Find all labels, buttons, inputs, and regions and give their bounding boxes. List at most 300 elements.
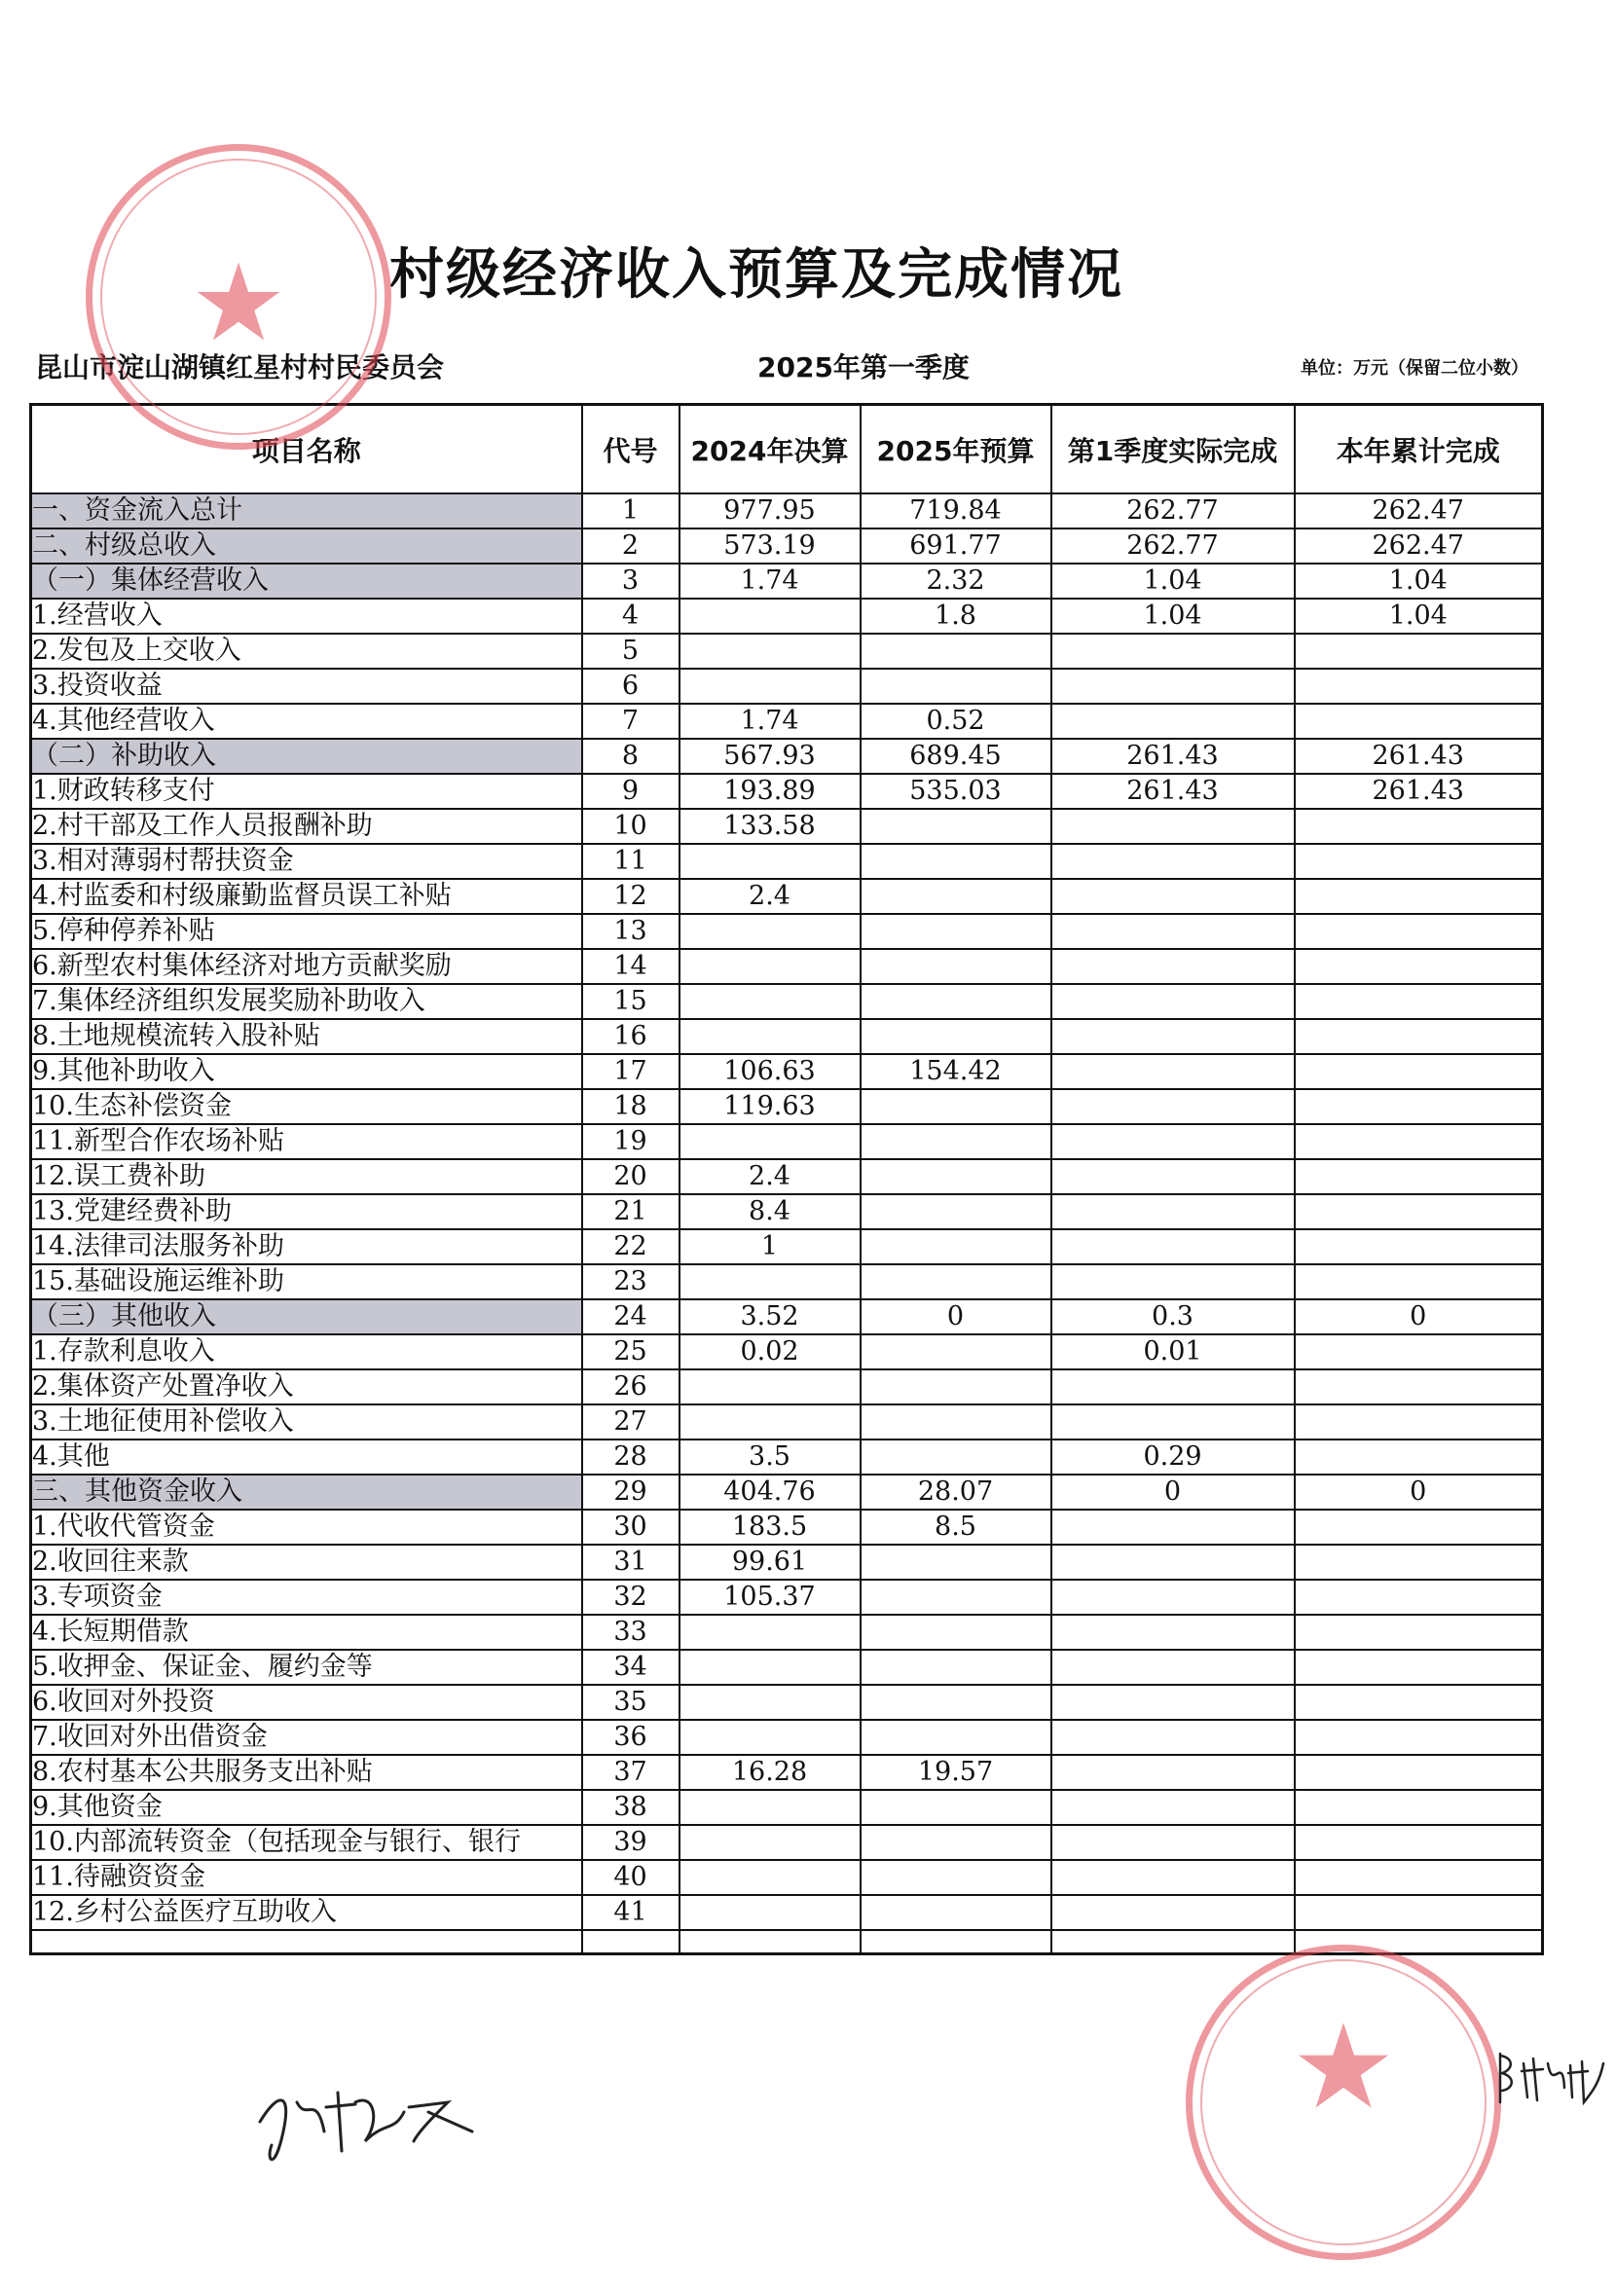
row-q1-actual-cell — [1051, 1054, 1295, 1089]
row-2024-final-cell — [679, 949, 861, 984]
row-2024-final-cell — [679, 1369, 861, 1404]
row-2024-final-cell: 3.52 — [679, 1299, 861, 1334]
star-icon: ★ — [1291, 2000, 1396, 2135]
row-code-cell: 14 — [582, 949, 679, 984]
row-name-cell: 7.收回对外出借资金 — [31, 1720, 582, 1755]
row-q1-actual-cell — [1051, 1615, 1295, 1650]
row-2024-final-cell: 1.74 — [679, 704, 861, 739]
row-q1-actual-cell — [1051, 879, 1295, 914]
row-name-cell: 2.村干部及工作人员报酬补助 — [31, 809, 582, 844]
row-name-cell: 6.新型农村集体经济对地方贡献奖励 — [31, 949, 582, 984]
row-q1-actual-cell: 0.01 — [1051, 1334, 1295, 1369]
row-name-cell: 12.误工费补助 — [31, 1159, 582, 1194]
row-name-cell: 11.待融资资金 — [31, 1860, 582, 1895]
row-cumulative-cell — [1295, 1685, 1543, 1720]
row-name-cell: 9.其他补助收入 — [31, 1054, 582, 1089]
row-q1-actual-cell — [1051, 669, 1295, 704]
row-code-cell: 19 — [582, 1124, 679, 1159]
row-name-cell: 5.收押金、保证金、履约金等 — [31, 1650, 582, 1685]
star-icon: ★ — [190, 240, 287, 365]
row-cumulative-cell — [1295, 1545, 1543, 1580]
row-cumulative-cell — [1295, 1580, 1543, 1615]
row-2024-final-cell: 119.63 — [679, 1089, 861, 1124]
table-row — [31, 1790, 1543, 1825]
row-2025-budget-cell — [861, 1650, 1051, 1685]
row-name-cell: 二、村级总收入 — [31, 528, 582, 564]
row-name-cell: 10.生态补偿资金 — [31, 1089, 582, 1124]
row-q1-actual-cell — [1051, 1159, 1295, 1194]
row-q1-actual-cell: 262.77 — [1051, 493, 1295, 528]
row-name-cell: 2.集体资产处置净收入 — [31, 1369, 582, 1404]
row-2025-budget-cell — [861, 1440, 1051, 1475]
row-name-cell: 7.集体经济组织发展奖励补助收入 — [31, 984, 582, 1019]
row-name-cell: 3.相对薄弱村帮扶资金 — [31, 844, 582, 879]
row-code-cell: 7 — [582, 704, 679, 739]
row-2024-final-cell — [679, 1790, 861, 1825]
page-title: 村级经济收入预算及完成情况 — [389, 243, 1123, 307]
row-2024-final-cell: 183.5 — [679, 1510, 861, 1545]
row-code-cell: 17 — [582, 1054, 679, 1089]
row-2025-budget-cell — [861, 1790, 1051, 1825]
row-cumulative-cell: 0 — [1295, 1475, 1543, 1510]
row-code-cell: 6 — [582, 669, 679, 704]
row-2024-final-cell: 193.89 — [679, 774, 861, 809]
row-code-cell: 21 — [582, 1194, 679, 1229]
table-row — [31, 634, 1543, 669]
row-code-cell: 33 — [582, 1615, 679, 1650]
row-2024-final-cell: 977.95 — [679, 493, 861, 528]
row-code-cell: 25 — [582, 1334, 679, 1369]
row-cumulative-cell: 262.47 — [1295, 528, 1543, 564]
row-2024-final-cell — [679, 1615, 861, 1650]
table-row — [31, 1860, 1543, 1895]
row-cumulative-cell — [1295, 1124, 1543, 1159]
row-code-cell: 12 — [582, 879, 679, 914]
row-2024-final-cell — [679, 1685, 861, 1720]
row-q1-actual-cell — [1051, 844, 1295, 879]
row-q1-actual-cell — [1051, 984, 1295, 1019]
row-2025-budget-cell: 689.45 — [861, 739, 1051, 774]
row-q1-actual-cell — [1051, 1194, 1295, 1229]
row-code-cell: 39 — [582, 1825, 679, 1860]
row-2024-final-cell: 573.19 — [679, 528, 861, 564]
table-row — [31, 1299, 1543, 1334]
row-code-cell: 11 — [582, 844, 679, 879]
row-2025-budget-cell: 0 — [861, 1299, 1051, 1334]
row-name-cell: 一、资金流入总计 — [31, 493, 582, 528]
row-name-cell: 13.党建经费补助 — [31, 1194, 582, 1229]
row-q1-actual-cell — [1051, 1685, 1295, 1720]
row-code-cell: 41 — [582, 1895, 679, 1930]
row-name-cell: 14.法律司法服务补助 — [31, 1229, 582, 1264]
row-cumulative-cell — [1295, 1790, 1543, 1825]
row-cumulative-cell — [1295, 1194, 1543, 1229]
row-name-cell: 3.专项资金 — [31, 1580, 582, 1615]
row-q1-actual-cell — [1051, 1790, 1295, 1825]
row-code-cell: 16 — [582, 1019, 679, 1054]
row-code-cell: 10 — [582, 809, 679, 844]
row-cumulative-cell — [1295, 984, 1543, 1019]
row-name-cell: 4.其他经营收入 — [31, 704, 582, 739]
row-name-cell: 4.长短期借款 — [31, 1615, 582, 1650]
row-name-cell: 8.农村基本公共服务支出补贴 — [31, 1755, 582, 1790]
header-2025-budget: 2025年预算 — [861, 405, 1051, 494]
row-2024-final-cell — [679, 1650, 861, 1685]
row-name-cell: 1.存款利息收入 — [31, 1334, 582, 1369]
row-cumulative-cell — [1295, 704, 1543, 739]
table-row — [31, 1580, 1543, 1615]
row-2025-budget-cell: 2.32 — [861, 564, 1051, 599]
table-row — [31, 1475, 1543, 1510]
row-q1-actual-cell — [1051, 1019, 1295, 1054]
row-name-cell: 10.内部流转资金（包括现金与银行、银行 — [31, 1825, 582, 1860]
row-code-cell: 32 — [582, 1580, 679, 1615]
unit-note: 单位：万元（保留二位小数） — [1301, 358, 1528, 379]
row-2025-budget-cell: 28.07 — [861, 1475, 1051, 1510]
row-cumulative-cell — [1295, 1159, 1543, 1194]
row-2025-budget-cell: 8.5 — [861, 1510, 1051, 1545]
row-name-cell: 三、其他资金收入 — [31, 1475, 582, 1510]
header-name: 项目名称 — [31, 405, 582, 494]
table-row — [31, 1825, 1543, 1860]
row-code-cell: 15 — [582, 984, 679, 1019]
row-q1-actual-cell — [1051, 1650, 1295, 1685]
row-q1-actual-cell — [1051, 1369, 1295, 1404]
row-2025-budget-cell — [861, 1685, 1051, 1720]
row-2025-budget-cell — [861, 1334, 1051, 1369]
row-2025-budget-cell — [861, 1615, 1051, 1650]
row-name-cell: （一）集体经营收入 — [31, 564, 582, 599]
row-name-cell: 2.收回往来款 — [31, 1545, 582, 1580]
table-row — [31, 1229, 1543, 1264]
row-2024-final-cell — [679, 1019, 861, 1054]
row-cumulative-cell — [1295, 1860, 1543, 1895]
row-q1-actual-cell — [1051, 1264, 1295, 1299]
row-cumulative-cell — [1295, 879, 1543, 914]
table-row — [31, 528, 1543, 564]
row-cumulative-cell — [1295, 1615, 1543, 1650]
row-code-cell: 4 — [582, 599, 679, 634]
row-2025-budget-cell — [861, 1124, 1051, 1159]
table-row — [31, 599, 1543, 634]
row-2024-final-cell: 2.4 — [679, 879, 861, 914]
row-q1-actual-cell: 1.04 — [1051, 599, 1295, 634]
row-code-cell: 20 — [582, 1159, 679, 1194]
row-cumulative-cell — [1295, 1334, 1543, 1369]
row-code-cell: 30 — [582, 1510, 679, 1545]
row-cumulative-cell: 261.43 — [1295, 739, 1543, 774]
row-code-cell: 31 — [582, 1545, 679, 1580]
table-row — [31, 1194, 1543, 1229]
row-cumulative-cell — [1295, 1019, 1543, 1054]
row-2024-final-cell: 8.4 — [679, 1194, 861, 1229]
table-row — [31, 1264, 1543, 1299]
row-2025-budget-cell — [861, 1229, 1051, 1264]
table-row — [31, 949, 1543, 984]
row-code-cell: 27 — [582, 1404, 679, 1440]
row-name-cell: 5.停种停养补贴 — [31, 914, 582, 949]
table-row — [31, 564, 1543, 599]
row-code-cell: 28 — [582, 1440, 679, 1475]
row-q1-actual-cell — [1051, 914, 1295, 949]
row-code-cell: 26 — [582, 1369, 679, 1404]
row-2025-budget-cell — [861, 1825, 1051, 1860]
row-name-cell: 6.收回对外投资 — [31, 1685, 582, 1720]
table-row — [31, 1369, 1543, 1404]
row-q1-actual-cell: 1.04 — [1051, 564, 1295, 599]
row-q1-actual-cell — [1051, 704, 1295, 739]
row-2025-budget-cell — [861, 914, 1051, 949]
signature-right — [1494, 2044, 1606, 2112]
table-row — [31, 774, 1543, 809]
row-2024-final-cell — [679, 914, 861, 949]
row-q1-actual-cell — [1051, 1545, 1295, 1580]
row-cumulative-cell — [1295, 1650, 1543, 1685]
row-2025-budget-cell — [861, 1580, 1051, 1615]
row-2025-budget-cell: 154.42 — [861, 1054, 1051, 1089]
row-cumulative-cell: 1.04 — [1295, 564, 1543, 599]
row-2025-budget-cell: 0.52 — [861, 704, 1051, 739]
row-name-cell: （三）其他收入 — [31, 1299, 582, 1334]
row-name-cell: 11.新型合作农场补贴 — [31, 1124, 582, 1159]
row-2025-budget-cell — [861, 1089, 1051, 1124]
row-2024-final-cell: 1 — [679, 1229, 861, 1264]
row-code-cell: 22 — [582, 1229, 679, 1264]
row-2024-final-cell — [679, 669, 861, 704]
row-code-cell: 5 — [582, 634, 679, 669]
row-cumulative-cell — [1295, 809, 1543, 844]
row-name-cell: 1.财政转移支付 — [31, 774, 582, 809]
row-2024-final-cell — [679, 599, 861, 634]
table-row — [31, 1089, 1543, 1124]
row-code-cell: 1 — [582, 493, 679, 528]
row-2024-final-cell — [679, 1404, 861, 1440]
table-row — [31, 1720, 1543, 1755]
row-cumulative-cell — [1295, 1440, 1543, 1475]
table-row — [31, 1650, 1543, 1685]
row-2025-budget-cell — [861, 844, 1051, 879]
table-row — [31, 669, 1543, 704]
header-2024-final: 2024年决算 — [679, 405, 861, 494]
row-2025-budget-cell — [861, 634, 1051, 669]
row-code-cell: 3 — [582, 564, 679, 599]
header-q1-actual: 第1季度实际完成 — [1051, 405, 1295, 494]
row-cumulative-cell: 1.04 — [1295, 599, 1543, 634]
row-name-cell: 15.基础设施运维补助 — [31, 1264, 582, 1299]
row-q1-actual-cell — [1051, 1404, 1295, 1440]
blank-cell — [31, 1930, 582, 1954]
row-name-cell: 3.土地征使用补偿收入 — [31, 1404, 582, 1440]
row-code-cell: 40 — [582, 1860, 679, 1895]
table-row — [31, 1019, 1543, 1054]
table-row — [31, 1440, 1543, 1475]
row-2025-budget-cell — [861, 1019, 1051, 1054]
row-2024-final-cell: 2.4 — [679, 1159, 861, 1194]
table-row — [31, 1615, 1543, 1650]
row-2024-final-cell: 404.76 — [679, 1475, 861, 1510]
table-row — [31, 809, 1543, 844]
blank-cell — [582, 1930, 679, 1954]
row-cumulative-cell — [1295, 914, 1543, 949]
row-code-cell: 38 — [582, 1790, 679, 1825]
table-row — [31, 914, 1543, 949]
row-2025-budget-cell: 719.84 — [861, 493, 1051, 528]
row-2025-budget-cell — [861, 669, 1051, 704]
row-q1-actual-cell — [1051, 1510, 1295, 1545]
row-2024-final-cell — [679, 1124, 861, 1159]
row-name-cell: 3.投资收益 — [31, 669, 582, 704]
table-row — [31, 1685, 1543, 1720]
row-q1-actual-cell: 0.29 — [1051, 1440, 1295, 1475]
header-cumulative: 本年累计完成 — [1295, 405, 1543, 494]
row-code-cell: 35 — [582, 1685, 679, 1720]
table-row — [31, 879, 1543, 914]
row-cumulative-cell: 0 — [1295, 1299, 1543, 1334]
row-2025-budget-cell — [861, 1264, 1051, 1299]
row-2025-budget-cell — [861, 1895, 1051, 1930]
table-row — [31, 1124, 1543, 1159]
row-q1-actual-cell: 261.43 — [1051, 739, 1295, 774]
table-row — [31, 1054, 1543, 1089]
table-row — [31, 1159, 1543, 1194]
row-2025-budget-cell — [861, 1159, 1051, 1194]
row-cumulative-cell — [1295, 1510, 1543, 1545]
row-cumulative-cell — [1295, 669, 1543, 704]
row-2024-final-cell: 105.37 — [679, 1580, 861, 1615]
row-2024-final-cell — [679, 1825, 861, 1860]
row-q1-actual-cell: 0.3 — [1051, 1299, 1295, 1334]
row-code-cell: 24 — [582, 1299, 679, 1334]
row-q1-actual-cell — [1051, 949, 1295, 984]
row-2024-final-cell: 3.5 — [679, 1440, 861, 1475]
row-2025-budget-cell — [861, 809, 1051, 844]
row-name-cell: 4.其他 — [31, 1440, 582, 1475]
row-cumulative-cell — [1295, 1755, 1543, 1790]
table-row — [31, 493, 1543, 528]
blank-cell — [861, 1930, 1051, 1954]
row-cumulative-cell — [1295, 844, 1543, 879]
row-code-cell: 8 — [582, 739, 679, 774]
row-code-cell: 34 — [582, 1650, 679, 1685]
row-cumulative-cell — [1295, 634, 1543, 669]
row-2024-final-cell: 106.63 — [679, 1054, 861, 1089]
row-code-cell: 9 — [582, 774, 679, 809]
row-name-cell: 9.其他资金 — [31, 1790, 582, 1825]
row-cumulative-cell — [1295, 1825, 1543, 1860]
row-code-cell: 18 — [582, 1089, 679, 1124]
row-name-cell: 12.乡村公益医疗互助收入 — [31, 1895, 582, 1930]
row-name-cell: 4.村监委和村级廉勤监督员误工补贴 — [31, 879, 582, 914]
row-2024-final-cell — [679, 1720, 861, 1755]
row-2024-final-cell — [679, 984, 861, 1019]
row-2024-final-cell — [679, 634, 861, 669]
row-name-cell: 1.代收代管资金 — [31, 1510, 582, 1545]
row-cumulative-cell — [1295, 1054, 1543, 1089]
row-2025-budget-cell — [861, 1194, 1051, 1229]
table-row — [31, 1404, 1543, 1440]
row-2024-final-cell — [679, 1264, 861, 1299]
row-q1-actual-cell — [1051, 1124, 1295, 1159]
row-code-cell: 36 — [582, 1720, 679, 1755]
row-2025-budget-cell — [861, 1369, 1051, 1404]
row-2025-budget-cell: 19.57 — [861, 1755, 1051, 1790]
row-q1-actual-cell — [1051, 1720, 1295, 1755]
row-cumulative-cell — [1295, 1404, 1543, 1440]
table-row — [31, 739, 1543, 774]
row-2025-budget-cell: 1.8 — [861, 599, 1051, 634]
header-code: 代号 — [582, 405, 679, 494]
row-cumulative-cell — [1295, 1369, 1543, 1404]
row-2025-budget-cell: 535.03 — [861, 774, 1051, 809]
row-cumulative-cell — [1295, 1229, 1543, 1264]
row-name-cell: 8.土地规模流转入股补贴 — [31, 1019, 582, 1054]
row-name-cell: （二）补助收入 — [31, 739, 582, 774]
row-q1-actual-cell: 0 — [1051, 1475, 1295, 1510]
organization-name: 昆山市淀山湖镇红星村村民委员会 — [35, 351, 445, 383]
row-2025-budget-cell: 691.77 — [861, 528, 1051, 564]
row-q1-actual-cell — [1051, 1089, 1295, 1124]
row-2024-final-cell: 133.58 — [679, 809, 861, 844]
row-cumulative-cell: 261.43 — [1295, 774, 1543, 809]
seal-villagers-committee — [86, 144, 391, 450]
row-q1-actual-cell — [1051, 1860, 1295, 1895]
row-cumulative-cell — [1295, 949, 1543, 984]
row-2024-final-cell — [679, 844, 861, 879]
row-2025-budget-cell — [861, 1860, 1051, 1895]
row-code-cell: 23 — [582, 1264, 679, 1299]
row-code-cell: 29 — [582, 1475, 679, 1510]
row-cumulative-cell — [1295, 1720, 1543, 1755]
signature-left — [248, 2063, 482, 2170]
row-2025-budget-cell — [861, 1404, 1051, 1440]
row-2024-final-cell: 0.02 — [679, 1334, 861, 1369]
row-q1-actual-cell — [1051, 1755, 1295, 1790]
row-q1-actual-cell: 261.43 — [1051, 774, 1295, 809]
row-2025-budget-cell — [861, 1720, 1051, 1755]
row-2025-budget-cell — [861, 949, 1051, 984]
row-code-cell: 13 — [582, 914, 679, 949]
table-row — [31, 844, 1543, 879]
row-q1-actual-cell — [1051, 1229, 1295, 1264]
table-row — [31, 1895, 1543, 1930]
row-code-cell: 2 — [582, 528, 679, 564]
row-cumulative-cell: 262.47 — [1295, 493, 1543, 528]
row-2024-final-cell: 1.74 — [679, 564, 861, 599]
row-cumulative-cell — [1295, 1264, 1543, 1299]
budget-table — [29, 403, 1544, 1955]
row-name-cell: 2.发包及上交收入 — [31, 634, 582, 669]
row-q1-actual-cell — [1051, 1825, 1295, 1860]
blank-cell — [679, 1930, 861, 1954]
row-2025-budget-cell — [861, 1545, 1051, 1580]
row-cumulative-cell — [1295, 1895, 1543, 1930]
row-q1-actual-cell — [1051, 1580, 1295, 1615]
row-q1-actual-cell — [1051, 1895, 1295, 1930]
row-q1-actual-cell — [1051, 634, 1295, 669]
row-q1-actual-cell — [1051, 809, 1295, 844]
blank-cell — [1051, 1930, 1295, 1954]
row-2024-final-cell — [679, 1895, 861, 1930]
table-row — [31, 1755, 1543, 1790]
table-row — [31, 1334, 1543, 1369]
row-2024-final-cell: 99.61 — [679, 1545, 861, 1580]
table-row — [31, 1545, 1543, 1580]
row-2024-final-cell: 567.93 — [679, 739, 861, 774]
row-2024-final-cell: 16.28 — [679, 1755, 861, 1790]
row-2025-budget-cell — [861, 879, 1051, 914]
row-code-cell: 37 — [582, 1755, 679, 1790]
row-2024-final-cell — [679, 1860, 861, 1895]
